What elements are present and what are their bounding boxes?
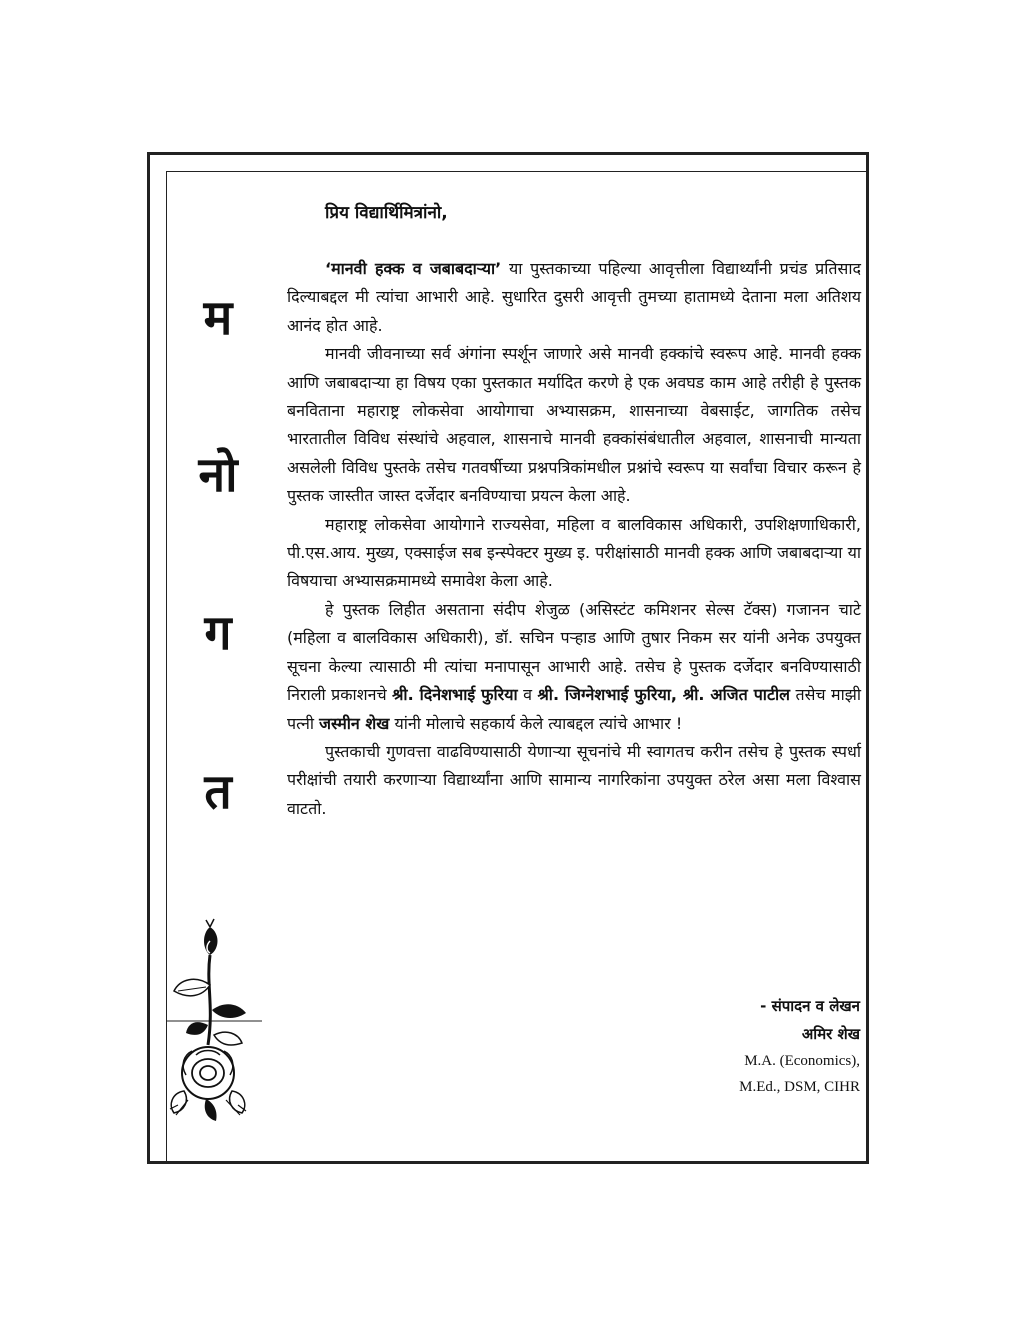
page-border-tab	[166, 1161, 278, 1163]
author-credentials-1: M.A. (Economics),	[744, 1053, 860, 1069]
side-letter-ma: म	[203, 290, 233, 346]
signature-role: - संपादन व लेखन	[760, 997, 860, 1015]
rose-illustration-icon	[166, 915, 266, 1130]
paragraph-1: ‘मानवी हक्क व जबाबदाऱ्या’ या पुस्तकाच्या पहिल्या आवृत्तीला विद्यार्थ्यांनी प्रचंड प्रतिसाद दिल्याबद्दल मी त्यांचा आभारी आहे. सुधारित दुसरी आवृत्ती तुमच्या हातामध्ये देताना मला अतिशय आनंद होत आहे.	[287, 259, 862, 335]
salutation: प्रिय विद्यार्थिमित्रांनो,	[325, 203, 448, 223]
signature-block	[739, 992, 860, 1100]
paragraph-5: पुस्तकाची गुणवत्ता वाढविण्यासाठी येणाऱ्या सूचनांचे मी स्वागतच करीन तसेच हे पुस्तक स्पर्धा परीक्षांची तयारी करणाऱ्या विद्यार्थ्यांना आणि सामान्य नागरिकांना उपयुक्त ठरेल असा मला विश्वास वाटतो.	[287, 741, 861, 818]
side-letter-no: नो	[198, 447, 238, 503]
paragraph-3: महाराष्ट्र लोकसेवा आयोगाने राज्यसेवा, महिला व बालविकास अधिकारी, उपशिक्षणाधिकारी, पी.एस.आय. मुख्य, एक्साईज सब इन्स्पेक्टर मुख्य इ. परीक्षांसाठी मानवी हक्क आणि जबाबदाऱ्या या विषयाचा अभ्यासक्रमामध्ये समावेश केला आहे.	[287, 514, 861, 591]
paragraph-4: हे पुस्तक लिहीत असताना संदीप शेजुळ (असिस्टंट कमिशनर सेल्स टॅक्स) गजानन चाटे (महिला व बालविकास अधिकारी), डॉ. सचिन पऱ्हाड आणि तुषार निकम सर यांनी अनेक उपयुक्त सूचना केल्या त्यासाठी मी त्यांचा मनापासून आभारी आहे. तसेच हे पुस्तक दर्जेदार बनविण्यासाठी निराली प्रकाशनचे श्री. दिनेशभाई फुरिया व श्री. जिग्नेशभाई फुरिया, श्री. अजित पाटील तसेच माझी पत्नी जस्मीन शेख यांनी मोलाचे सहकार्य केले त्याबद्दल त्यांचे आभार !	[287, 599, 861, 733]
author-credentials-2: M.Ed., DSM, CIHR	[739, 1079, 860, 1095]
book-title: ‘मानवी हक्क व जबाबदाऱ्या’	[325, 259, 502, 278]
author-name: अमिर शेख	[801, 1025, 860, 1043]
side-letter-ga: ग	[204, 605, 232, 661]
side-letter-ta: त	[204, 764, 232, 820]
preface-body	[287, 255, 861, 823]
paragraph-2: मानवी जीवनाच्या सर्व अंगांना स्पर्शून जाणारे असे मानवी हक्कांचे स्वरूप आहे. मानवी हक्क आणि जबाबदाऱ्या हा विषय एका पुस्तकात मर्यादित करणे हे एक अवघड काम आहे तरीही हे पुस्तक बनविताना महाराष्ट्र लोकसेवा आयोगाचा अभ्यासक्रम, शासनाच्या वेबसाईट, जागतिक तसेच भारतातील विविध संस्थांचे अहवाल, शासनाचे मानवी हक्कांसंबंधातील अहवाल, शासनाची मान्यता असलेली विविध पुस्तके तसेच गतवर्षीच्या प्रश्नपत्रिकांमधील प्रश्नांचे स्वरूप या सर्वांचा विचार करून हे पुस्तक जास्तीत जास्त दर्जेदार बनविण्याचा प्रयत्न केला आहे.	[287, 344, 861, 506]
